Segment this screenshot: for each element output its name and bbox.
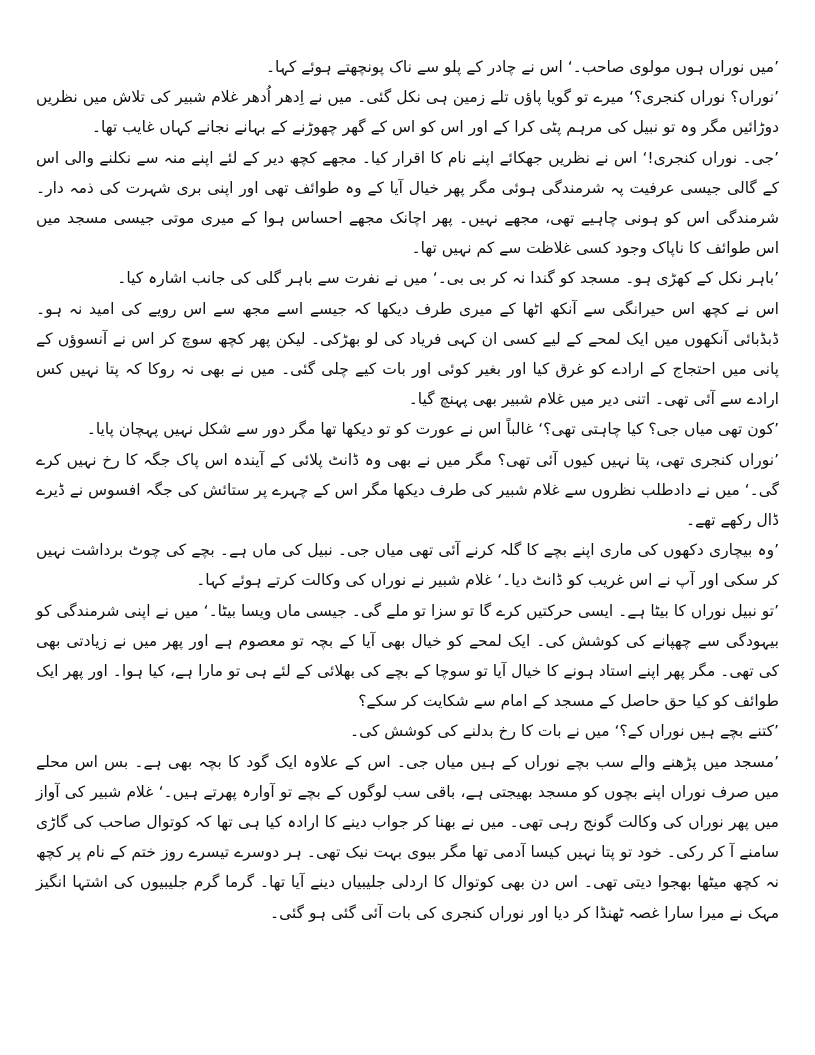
urdu-story-text xyxy=(36,52,779,928)
paragraph-3: ’جی۔ نوراں کنجری!‘ اس نے نظریں جھکائے اپنے نام کا اقرار کیا۔ مجھے کچھ دیر کے لئے اپنے منہ سے نکلنے والی اس کے گالی جیسی عرفیت پہ شرمندگی ہوئی مگر پھر خیال آیا کے وہ طوائف تھی اور اپنی بری شہرت کی ذمہ دار۔ شرمندگی اس کو ہونی چاہیے تھی، مجھے نہیں۔ پھر اچانک مجھے احساس ہوا کے میری موتی جیسی مسجد میں اس طوائف کا ناپاک وجود کسی غلاظت سے کم نہیں تھا۔ xyxy=(36,148,779,258)
paragraph-10: ’کتنے بچے ہیں نوراں کے؟‘ میں نے بات کا رخ بدلنے کی کوشش کی۔ xyxy=(349,722,779,741)
paragraph-2: ’نوراں؟ نوراں کنجری؟‘ میرے تو گویا پاؤں تلے زمین ہی نکل گئی۔ میں نے اِدھر اُدھر غلام شبیر کی تلاش میں نظریں دوڑائیں مگر وہ تو نبیل کی مرہم پٹی کرا کے اور اس کو اس کے گھر چھوڑنے کے بہانے نجانے کہاں غایب تھا۔ xyxy=(36,88,779,137)
paragraph-1: ’میں نوراں ہوں مولوی صاحب۔‘ اس نے چادر کے پلو سے ناک پونچھتے ہوئے کہا۔ xyxy=(265,58,779,76)
paragraph-11: ’مسجد میں پڑھنے والے سب بچے نوراں کے ہیں میاں جی۔ اس کے علاوہ ایک گود کا بچہ بھی ہے۔ بس اس محلے میں صرف نوراں اپنے بچوں کو مسجد بھیجتی ہے، باقی سب لوگوں کے بچے تو آوارہ پھرتے ہیں۔‘ غلام شبیر کی آواز میں پھر نوراں کی وکالت گونج رہی تھی۔ میں نے بھنا کر جواب دینے کا ارادہ کیا ہی تھا کہ کوتوال صاحب کی گاڑی سامنے آ کر رکی۔ خود تو پتا نہیں کیسا آدمی تھا مگر بیوی بہت نیک تھی۔ ہر دوسرے تیسرے روز ختم کے نام پر کچھ نہ کچھ میٹھا بھجوا دیتی تھی۔ اس دن بھی کوتوال کا اردلی جلیبیاں دینے آیا تھا۔ گرما گرم جلیبیوں کی اشتہا انگیز مہک نے میرا سارا غصہ ٹھنڈا کر دیا اور نوراں کنجری کی بات آئی گئی ہو گئی۔ xyxy=(36,752,779,922)
paragraph-4: ’باہر نکل کے کھڑی ہو۔ مسجد کو گندا نہ کر بی بی۔‘ میں نے نفرت سے باہر گلی کی جانب اشارہ کیا۔ xyxy=(117,269,779,288)
paragraph-6: ’کون تھی میاں جی؟ کیا چاہتی تھی؟‘ غالباً اس نے عورت کو تو دیکھا تھا مگر دور سے شکل نہیں پہچان پایا۔ xyxy=(86,420,779,439)
paragraph-9: ’تو نبیل نوراں کا بیٹا ہے۔ ایسی حرکتیں کرے گا تو سزا تو ملے گی۔ جیسی ماں ویسا بیٹا۔‘ میں نے اپنی شرمندگی کو بیہودگی سے چھپانے کی کوشش کی۔ ایک لمحے کو خیال بھی آیا کے بچہ تو معصوم ہے اور پھر میں نے زیادتی بھی کی تھی۔ مگر پھر اپنے استاد ہونے کا خیال آیا تو سوچا کے بچے کی بھلائی کے لئے ہی تو مارا ہے، کیا ہوا۔ اور پھر ایک طوائف کو کیا حق حاصل کے مسجد کے امام سے شکایت کر سکے؟ xyxy=(36,601,779,711)
paragraph-5: اس نے کچھ اس حیرانگی سے آنکھ اٹھا کے میری طرف دیکھا کہ جیسے اسے مجھ سے اس رویے کی امید نہ ہو۔ ڈبڈبائی آنکھوں میں ایک لمحے کے لیے کسی ان کہی فریاد کی لو بھڑکی۔ لیکن پھر کچھ سوچ کر اس نے آنسوؤں کے پانی میں احتجاج کے ارادے کو غرق کیا اور بغیر کوئی اور بات کیے چلی گئی۔ میں نے بھی نہ روکا کہ پتا نہیں کس ارادے سے آئی تھی۔ اتنی دیر میں غلام شبیر بھی پہنچ گیا۔ xyxy=(36,299,779,409)
paragraph-7: ’نوراں کنجری تھی، پتا نہیں کیوں آئی تھی؟ مگر میں نے بھی وہ ڈانٹ پلائی کے آیندہ اس پاک جگہ کا رخ نہیں کرے گی۔‘ میں نے دادطلب نظروں سے غلام شبیر کی طرف دیکھا مگر اس کے چہرے پر ستائش کی جگہ افسوس نے ڈیرے ڈال رکھے تھے۔ xyxy=(36,450,779,530)
paragraph-8: ’وہ بیچاری دکھوں کی ماری اپنے بچے کا گلہ کرنے آئی تھی میاں جی۔ نبیل کی ماں ہے۔ بچے کی چوٹ برداشت نہیں کر سکی اور آپ نے اس غریب کو ڈانٹ دیا۔‘ غلام شبیر نے نوراں کی وکالت کرتے ہوئے کہا۔ xyxy=(36,541,779,590)
